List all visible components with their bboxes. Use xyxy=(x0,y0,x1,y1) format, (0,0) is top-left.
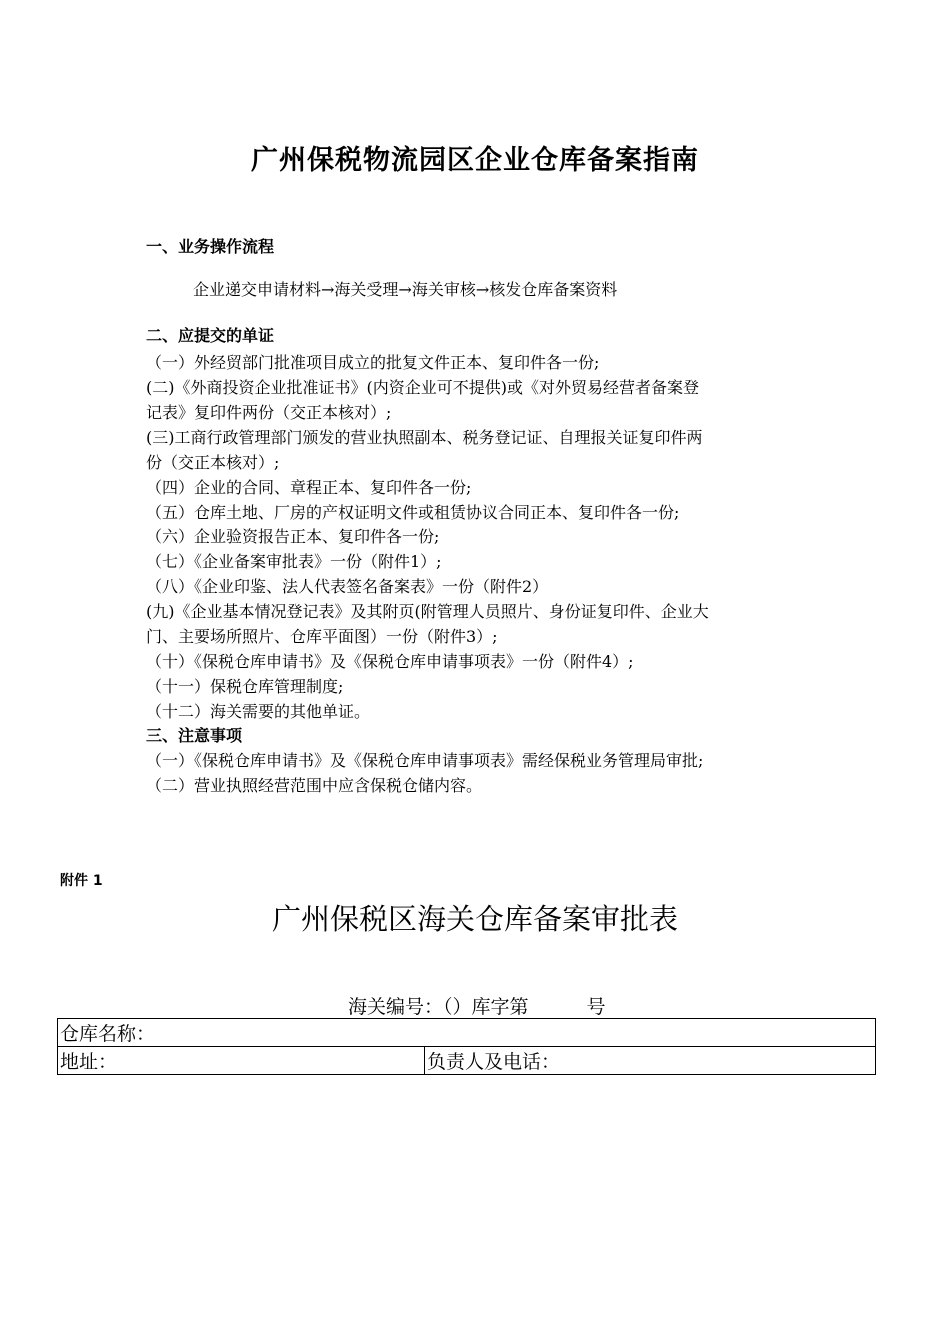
document-item: （十一）保税仓库管理制度; xyxy=(146,677,344,696)
document-item: 记表》复印件两份（交正本核对）; xyxy=(146,403,392,422)
contact-cell[interactable]: 负责人及电话： xyxy=(425,1047,876,1075)
customs-number-line xyxy=(348,992,606,1019)
document-item: （六）企业验资报告正本、复印件各一份; xyxy=(146,527,440,546)
document-item: （四）企业的合同、章程正本、复印件各一份; xyxy=(146,478,472,497)
process-flow: 企业递交申请材料→海关受理→海关审核→核发仓库备案资料 xyxy=(193,280,618,299)
document-item: (九)《企业基本情况登记表》及其附页(附管理人员照片、身份证复印件、企业大 xyxy=(146,602,709,621)
customs-number-suffix: 号 xyxy=(586,996,606,1018)
address-cell[interactable]: 地址： xyxy=(58,1047,425,1075)
document-item: 门、主要场所照片、仓库平面图）一份（附件3）; xyxy=(146,627,498,646)
form-row xyxy=(58,1019,876,1047)
attachment-label: 附件 1 xyxy=(60,873,103,889)
document-item: （八）《企业印鉴、法人代表签名备案表》一份（附件2） xyxy=(146,577,549,596)
document-item: 份（交正本核对）; xyxy=(146,453,280,472)
document-item: （七）《企业备案审批表》一份（附件1）; xyxy=(146,552,442,571)
section-heading-process: 一、业务操作流程 xyxy=(146,237,275,256)
document-item: (二)《外商投资企业批准证书》(内资企业可不提供)或《对外贸易经营者备案登 xyxy=(146,378,699,397)
customs-number-prefix: 海关编号：（）库字第 xyxy=(348,996,529,1018)
approval-form-table xyxy=(57,1018,876,1075)
warehouse-name-cell[interactable]: 仓库名称： xyxy=(58,1019,876,1047)
guide-title: 广州保税物流园区企业仓库备案指南 xyxy=(251,145,699,176)
document-item: (三)工商行政管理部门颁发的营业执照副本、税务登记证、自理报关证复印件两 xyxy=(146,428,703,447)
document-item: （十二）海关需要的其他单证。 xyxy=(146,702,371,721)
document-item: （一）外经贸部门批准项目成立的批复文件正本、复印件各一份; xyxy=(146,353,600,372)
section-heading-notes: 三、注意事项 xyxy=(146,726,243,745)
document-item: （五）仓库土地、厂房的产权证明文件或租赁协议合同正本、复印件各一份; xyxy=(146,503,680,522)
document-item: （十）《保税仓库申请书》及《保税仓库申请事项表》一份（附件4）; xyxy=(146,652,634,671)
section-heading-documents: 二、应提交的单证 xyxy=(146,326,275,345)
note-item: （二）营业执照经营范围中应含保税仓储内容。 xyxy=(146,776,483,795)
form-title: 广州保税区海关仓库备案审批表 xyxy=(271,902,678,936)
form-row xyxy=(58,1047,876,1075)
note-item: （一）《保税仓库申请书》及《保税仓库申请事项表》需经保税业务管理局审批; xyxy=(146,751,704,770)
